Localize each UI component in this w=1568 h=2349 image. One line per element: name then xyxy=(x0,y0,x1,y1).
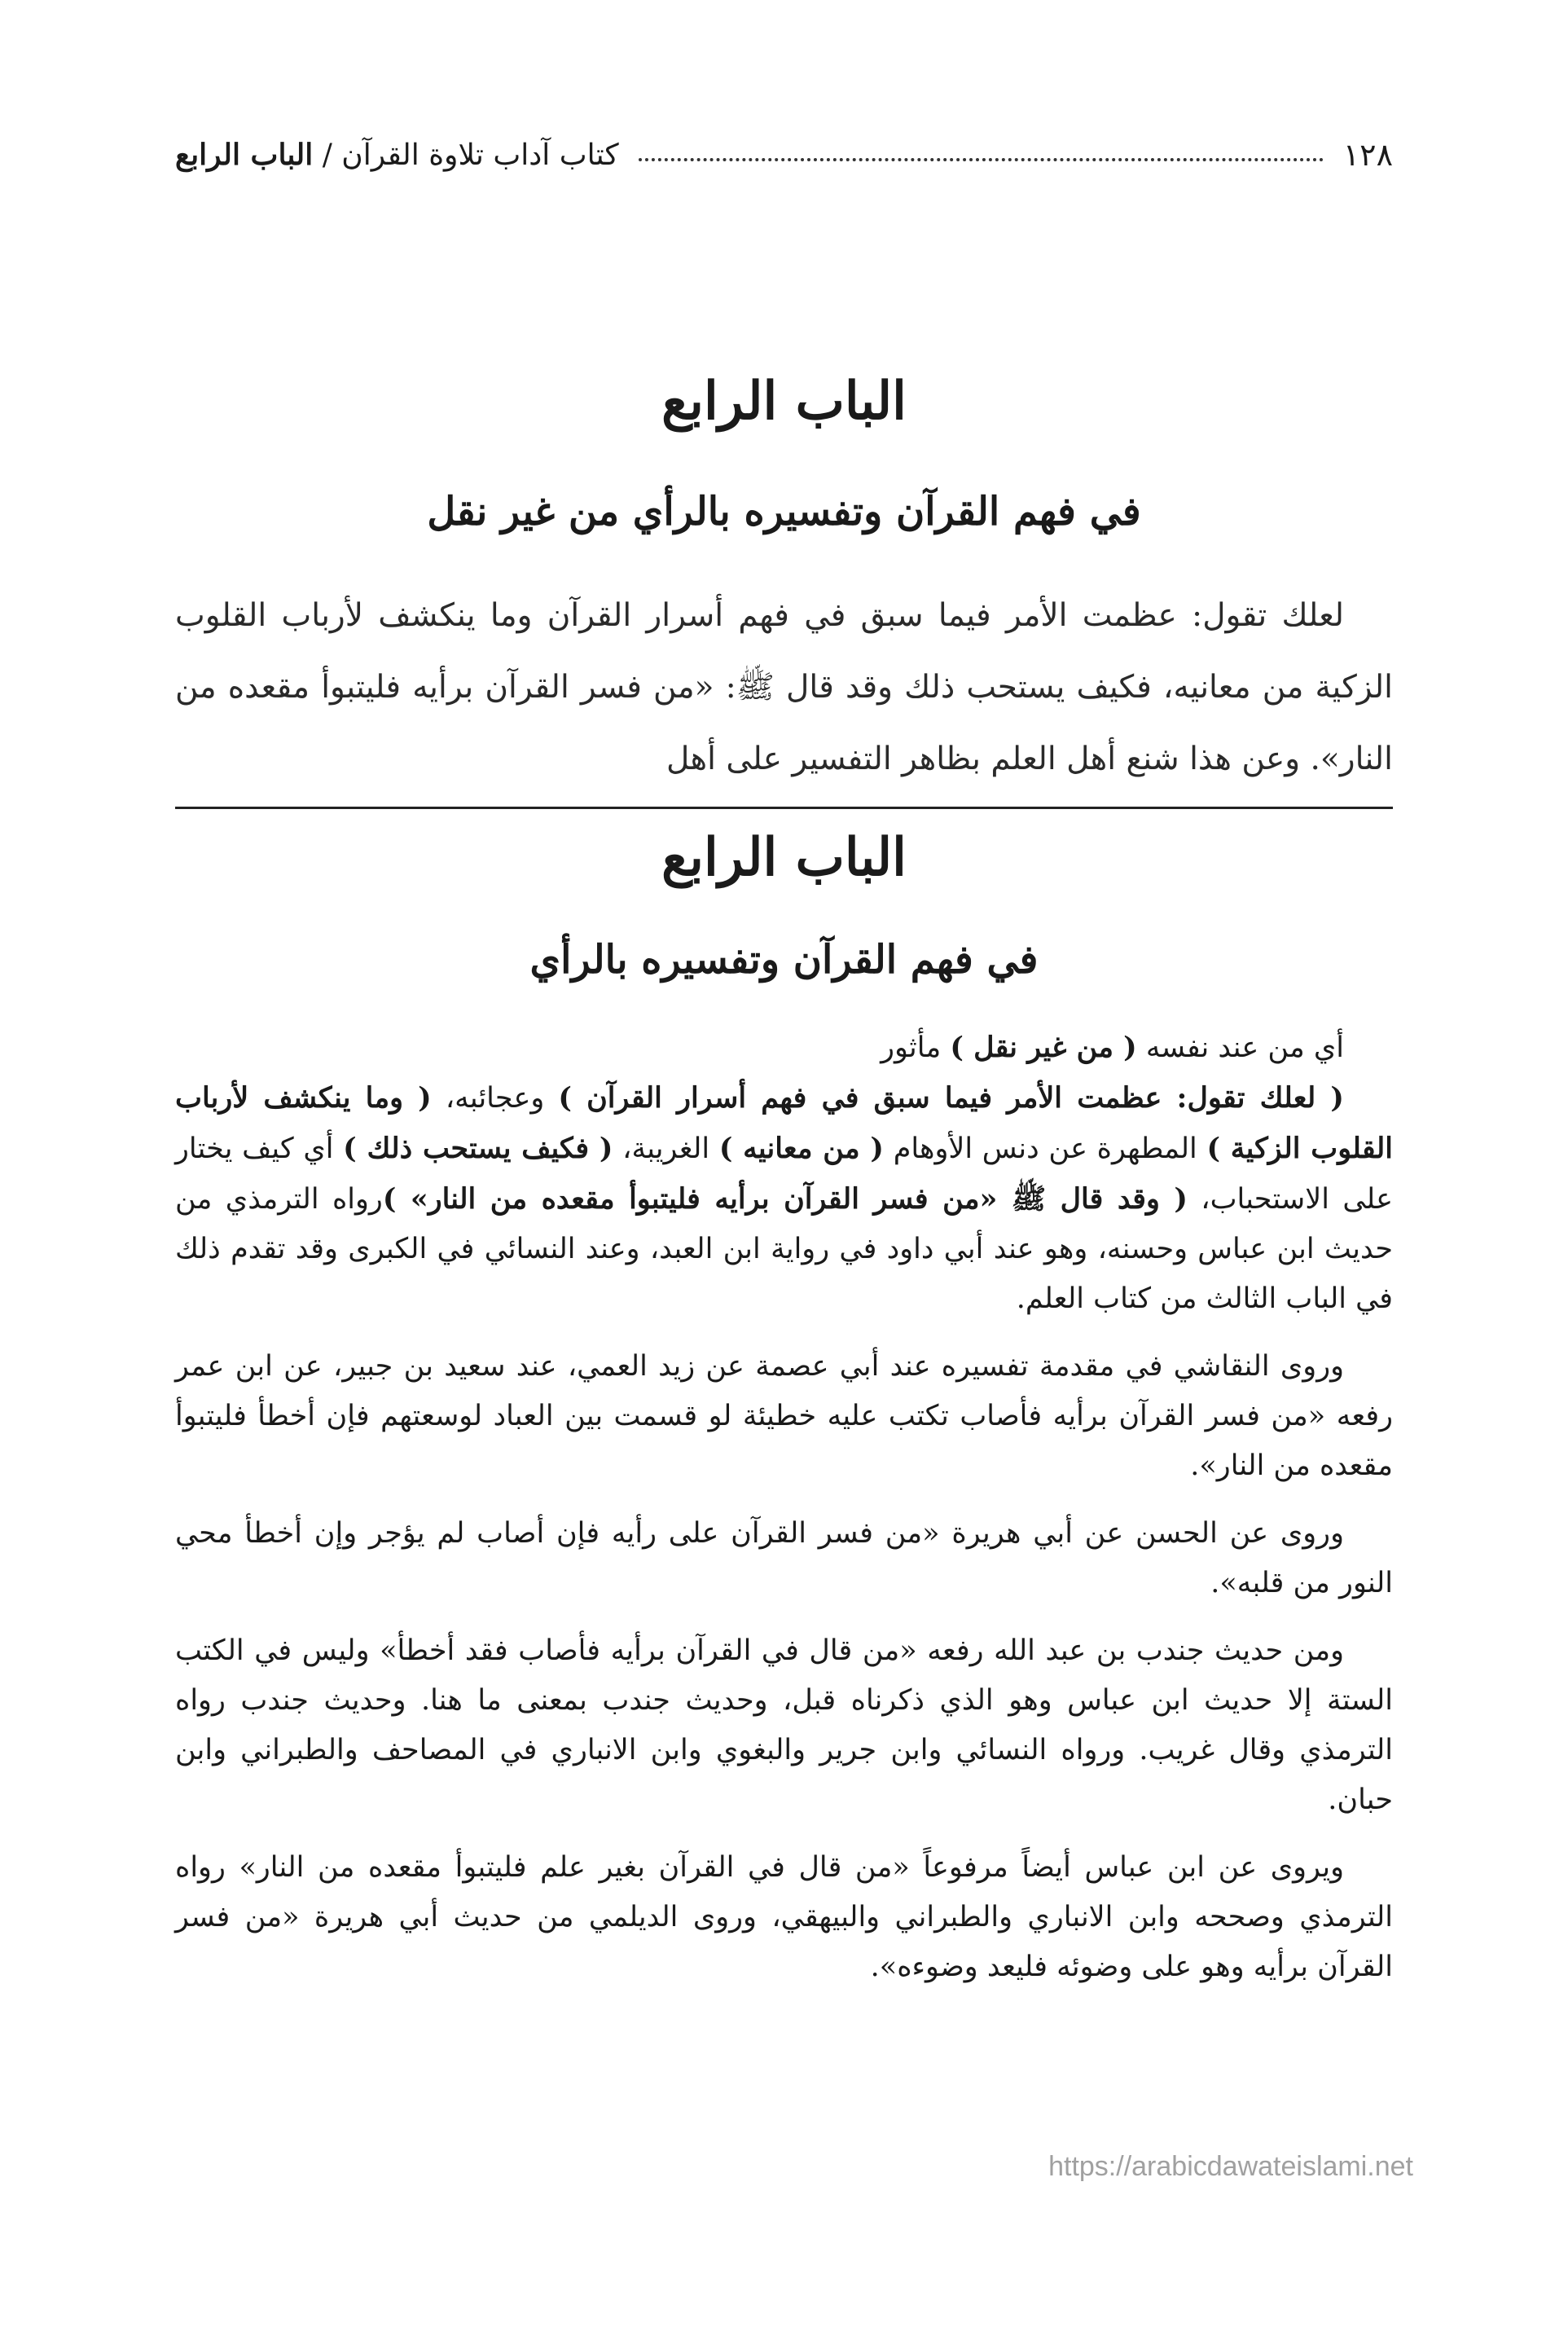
sharh-paragraph-2 xyxy=(175,1073,1393,1324)
sharh-paragraph-1 xyxy=(175,1023,1393,1073)
p2-bold-4: ( فكيف يستحب ذلك ) xyxy=(343,1132,613,1165)
header-title xyxy=(175,138,619,172)
p1-text-2: مأثور xyxy=(881,1032,951,1064)
p2-bold-3: ( من معانيه ) xyxy=(718,1132,884,1165)
matn-chapter-title: الباب الرابع xyxy=(661,371,907,432)
matn-text-block xyxy=(175,580,1393,795)
sharh-chapter-title: الباب الرابع xyxy=(661,827,907,888)
p2-bold-2: ( وما ينكشف لأرباب القلوب الزكية ) xyxy=(175,1081,1393,1165)
p1-bold-1: ( من غير نقل ) xyxy=(950,1031,1137,1064)
sharh-paragraph-6: ويروى عن ابن عباس أيضاً مرفوعاً «من قال في القرآن بغير علم فليتبوأ مقعده من النار» رواه الترمذي وصححه وابن الانباري والطبراني والبيهقي، وروى الديلمي من حديث أبي هريرة «من فسر القرآن برأيه وهو على وضوئه فليعد وضوءه». xyxy=(175,1851,1393,1983)
page-number: ١٢٨ xyxy=(1342,137,1393,173)
matn-paragraph: لعلك تقول: عظمت الأمر فيما سبق في فهم أسرار القرآن وما ينكشف لأرباب القلوب الزكية من معانيه، فكيف يستحب ذلك وقد قال ﷺ: «من فسر القرآن برأيه فليتبوأ مقعده من النار». وعن هذا شنع أهل العلم بظاهر التفسير على أهل xyxy=(175,597,1393,777)
p2-text-5: رواه الترمذي من حديث ابن عباس وحسنه، وهو عند أبي داود في رواية ابن العبد، وعند النسائي في الكبرى وقد تقدم ذلك في الباب الثالث من كتاب العلم. xyxy=(175,1183,1393,1315)
running-header xyxy=(175,130,1393,179)
sharh-paragraph-3: وروى النقاشي في مقدمة تفسيره عند أبي عصمة عن زيد العمي، عند سعيد بن جبير، عن ابن عمر رفعه «من فسر القرآن برأيه فأصاب تكتب عليه خطيئة لو قسمت بين العباد لوسعتهم فإن أخطأ فليتبوأ مقعده من النار». xyxy=(175,1350,1393,1482)
header-title-strong: الباب الرابع xyxy=(175,138,314,172)
p2-text-3: الغريبة، xyxy=(613,1133,719,1165)
p2-text-4: أي كيف يختار على الاستحباب، xyxy=(175,1133,1393,1216)
p2-bold-5: ( وقد قال ﷺ «من فسر القرآن برأيه فليتبوأ مقعده من النار» ) xyxy=(382,1182,1188,1216)
p2-bold-1: ( لعلك تقول: عظمت الأمر فيما سبق في فهم أسرار القرآن ) xyxy=(558,1081,1344,1115)
header-title-text: كتاب آداب تلاوة القرآن / xyxy=(313,139,619,172)
p1-text-1: أي من عند نفسه xyxy=(1136,1032,1344,1064)
section-divider xyxy=(175,807,1393,809)
sharh-text-block xyxy=(175,1023,1393,1992)
header-leader-dots xyxy=(639,158,1324,161)
sharh-paragraph-4: وروى عن الحسن عن أبي هريرة «من فسر القرآن على رأيه فإن أصاب لم يؤجر وإن أخطأ محي النور من قلبه». xyxy=(175,1517,1393,1599)
watermark-url: https://arabicdawateislami.net xyxy=(1048,2151,1413,2182)
matn-chapter-subtitle: في فهم القرآن وتفسيره بالرأي من غير نقل xyxy=(427,489,1141,534)
p2-text-2: المطهرة عن دنس الأوهام xyxy=(883,1133,1207,1165)
p2-text-1: وعجائبه، xyxy=(431,1082,559,1115)
sharh-paragraph-5: ومن حديث جندب بن عبد الله رفعه «من قال في القرآن برأيه فأصاب فقد أخطأ» وليس في الكتب الستة إلا حديث ابن عباس وهو الذي ذكرناه قبل، وحديث جندب بمعنى ما هنا. وحديث جندب رواه الترمذي وقال غريب. ورواه النسائي وابن جرير والبغوي وابن الانباري في المصاحف والطبراني وابن حبان. xyxy=(175,1634,1393,1816)
sharh-chapter-subtitle: في فهم القرآن وتفسيره بالرأي xyxy=(529,937,1039,983)
